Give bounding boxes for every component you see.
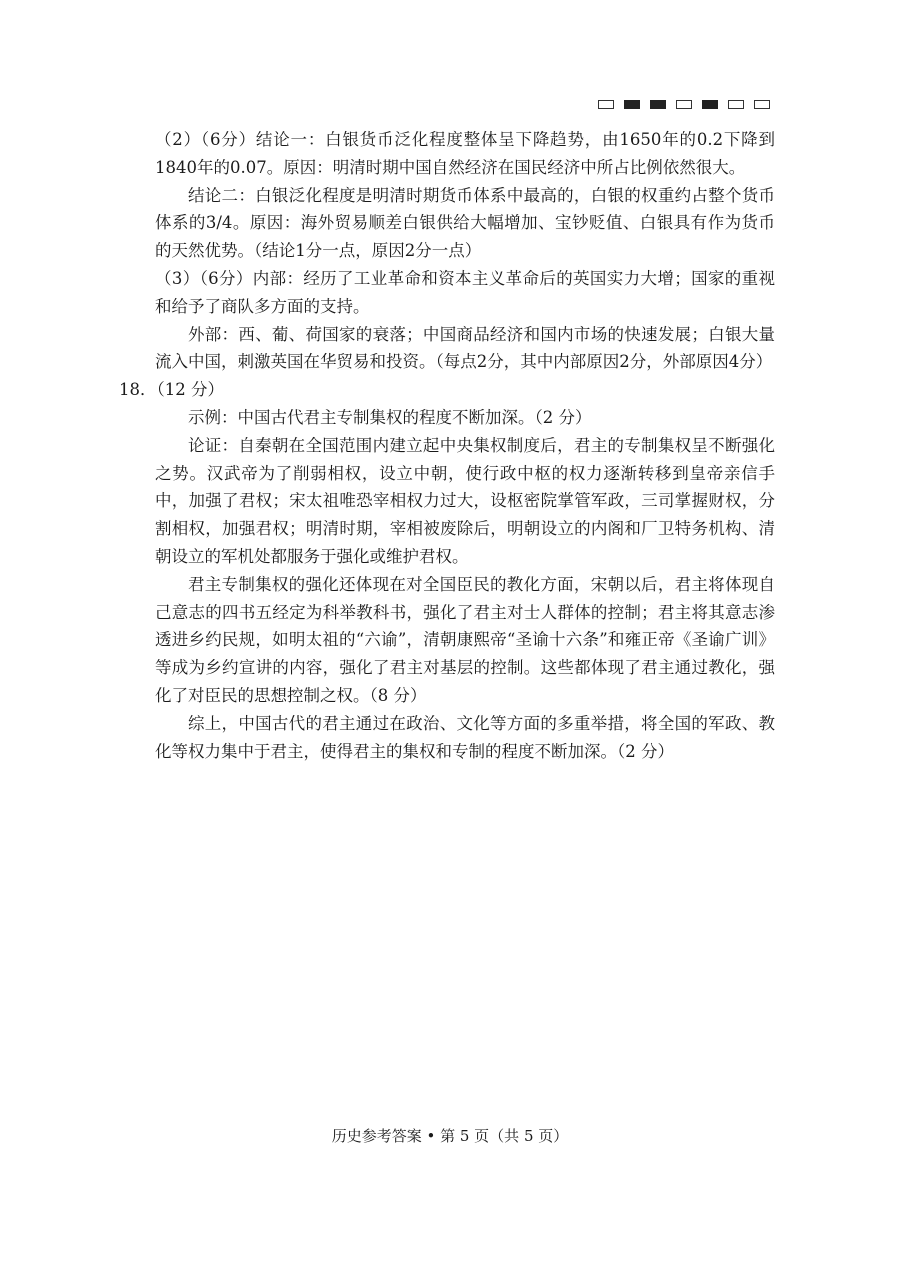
answer-paragraph: 论证：自秦朝在全国范围内建立起中央集权制度后，君主的专制集权呈不断强化之势。汉武帝为了削弱相权，设立中朝，使行政中枢的权力逐渐转移到皇帝亲信手中，加强了君权；宋太祖唯恐宰相权力过大，设枢密院掌管军政，三司掌握财权，分割相权，加强君权；明清时期，宰相被废除后，明朝设立的内阁和厂卫特务机构、清朝设立的军机处都服务于强化或维护君权。 (155, 435, 775, 566)
question-heading: 18．（12 分） (119, 380, 224, 400)
empty-square-mark (754, 100, 770, 109)
answer-body (119, 126, 775, 765)
answer-paragraph: （3）（6分）内部：经历了工业革命和资本主义革命后的英国实力大增；国家的重视和给予了商队多方面的支持。 (155, 268, 775, 316)
filled-square-mark (624, 100, 640, 109)
filled-square-mark (702, 100, 718, 109)
answer-paragraph: （2）（6分）结论一：白银货币泛化程度整体呈下降趋势，由1650年的0.2下降到1840年的0.07。原因：明清时期中国自然经济在国民经济中所占比例依然很大。 (155, 130, 775, 177)
page-footer: 历史参考答案 • 第 5 页（共 5 页） (331, 1127, 569, 1145)
answer-paragraph: 综上，中国古代的君主通过在政治、文化等方面的多重举措，将全国的军政、教化等权力集中于君主，使得君主的集权和专制的程度不断加深。（2 分） (155, 713, 775, 761)
header-marks (598, 100, 770, 109)
empty-square-mark (728, 100, 744, 109)
answer-paragraph: 外部：西、葡、荷国家的衰落；中国商品经济和国内市场的快速发展；白银大量流入中国，刺激英国在华贸易和投资。（每点2分，其中内部原因2分，外部原因4分） (155, 324, 775, 372)
empty-square-mark (598, 100, 614, 109)
answer-paragraph: 示例：中国古代君主专制集权的程度不断加深。（2 分） (188, 407, 592, 427)
answer-paragraph: 结论二：白银泛化程度是明清时期货币体系中最高的，白银的权重约占整个货币体系的3/4。原因：海外贸易顺差白银供给大幅增加、宝钞贬值、白银具有作为货币的天然优势。（结论1分一点，原因2分一点） (155, 185, 775, 261)
empty-square-mark (676, 100, 692, 109)
filled-square-mark (650, 100, 666, 109)
answer-paragraph: 君主专制集权的强化还体现在对全国臣民的教化方面，宋朝以后，君主将体现自己意志的四书五经定为科举教科书，强化了君主对士人群体的控制；君主将其意志渗透进乡约民规，如明太祖的“六谕”，清朝康熙帝“圣谕十六条”和雍正帝《圣谕广训》等成为乡约宣讲的内容，强化了君主对基层的控制。这些都体现了君主通过教化，强化了对臣民的思想控制之权。（8 分） (155, 574, 775, 705)
